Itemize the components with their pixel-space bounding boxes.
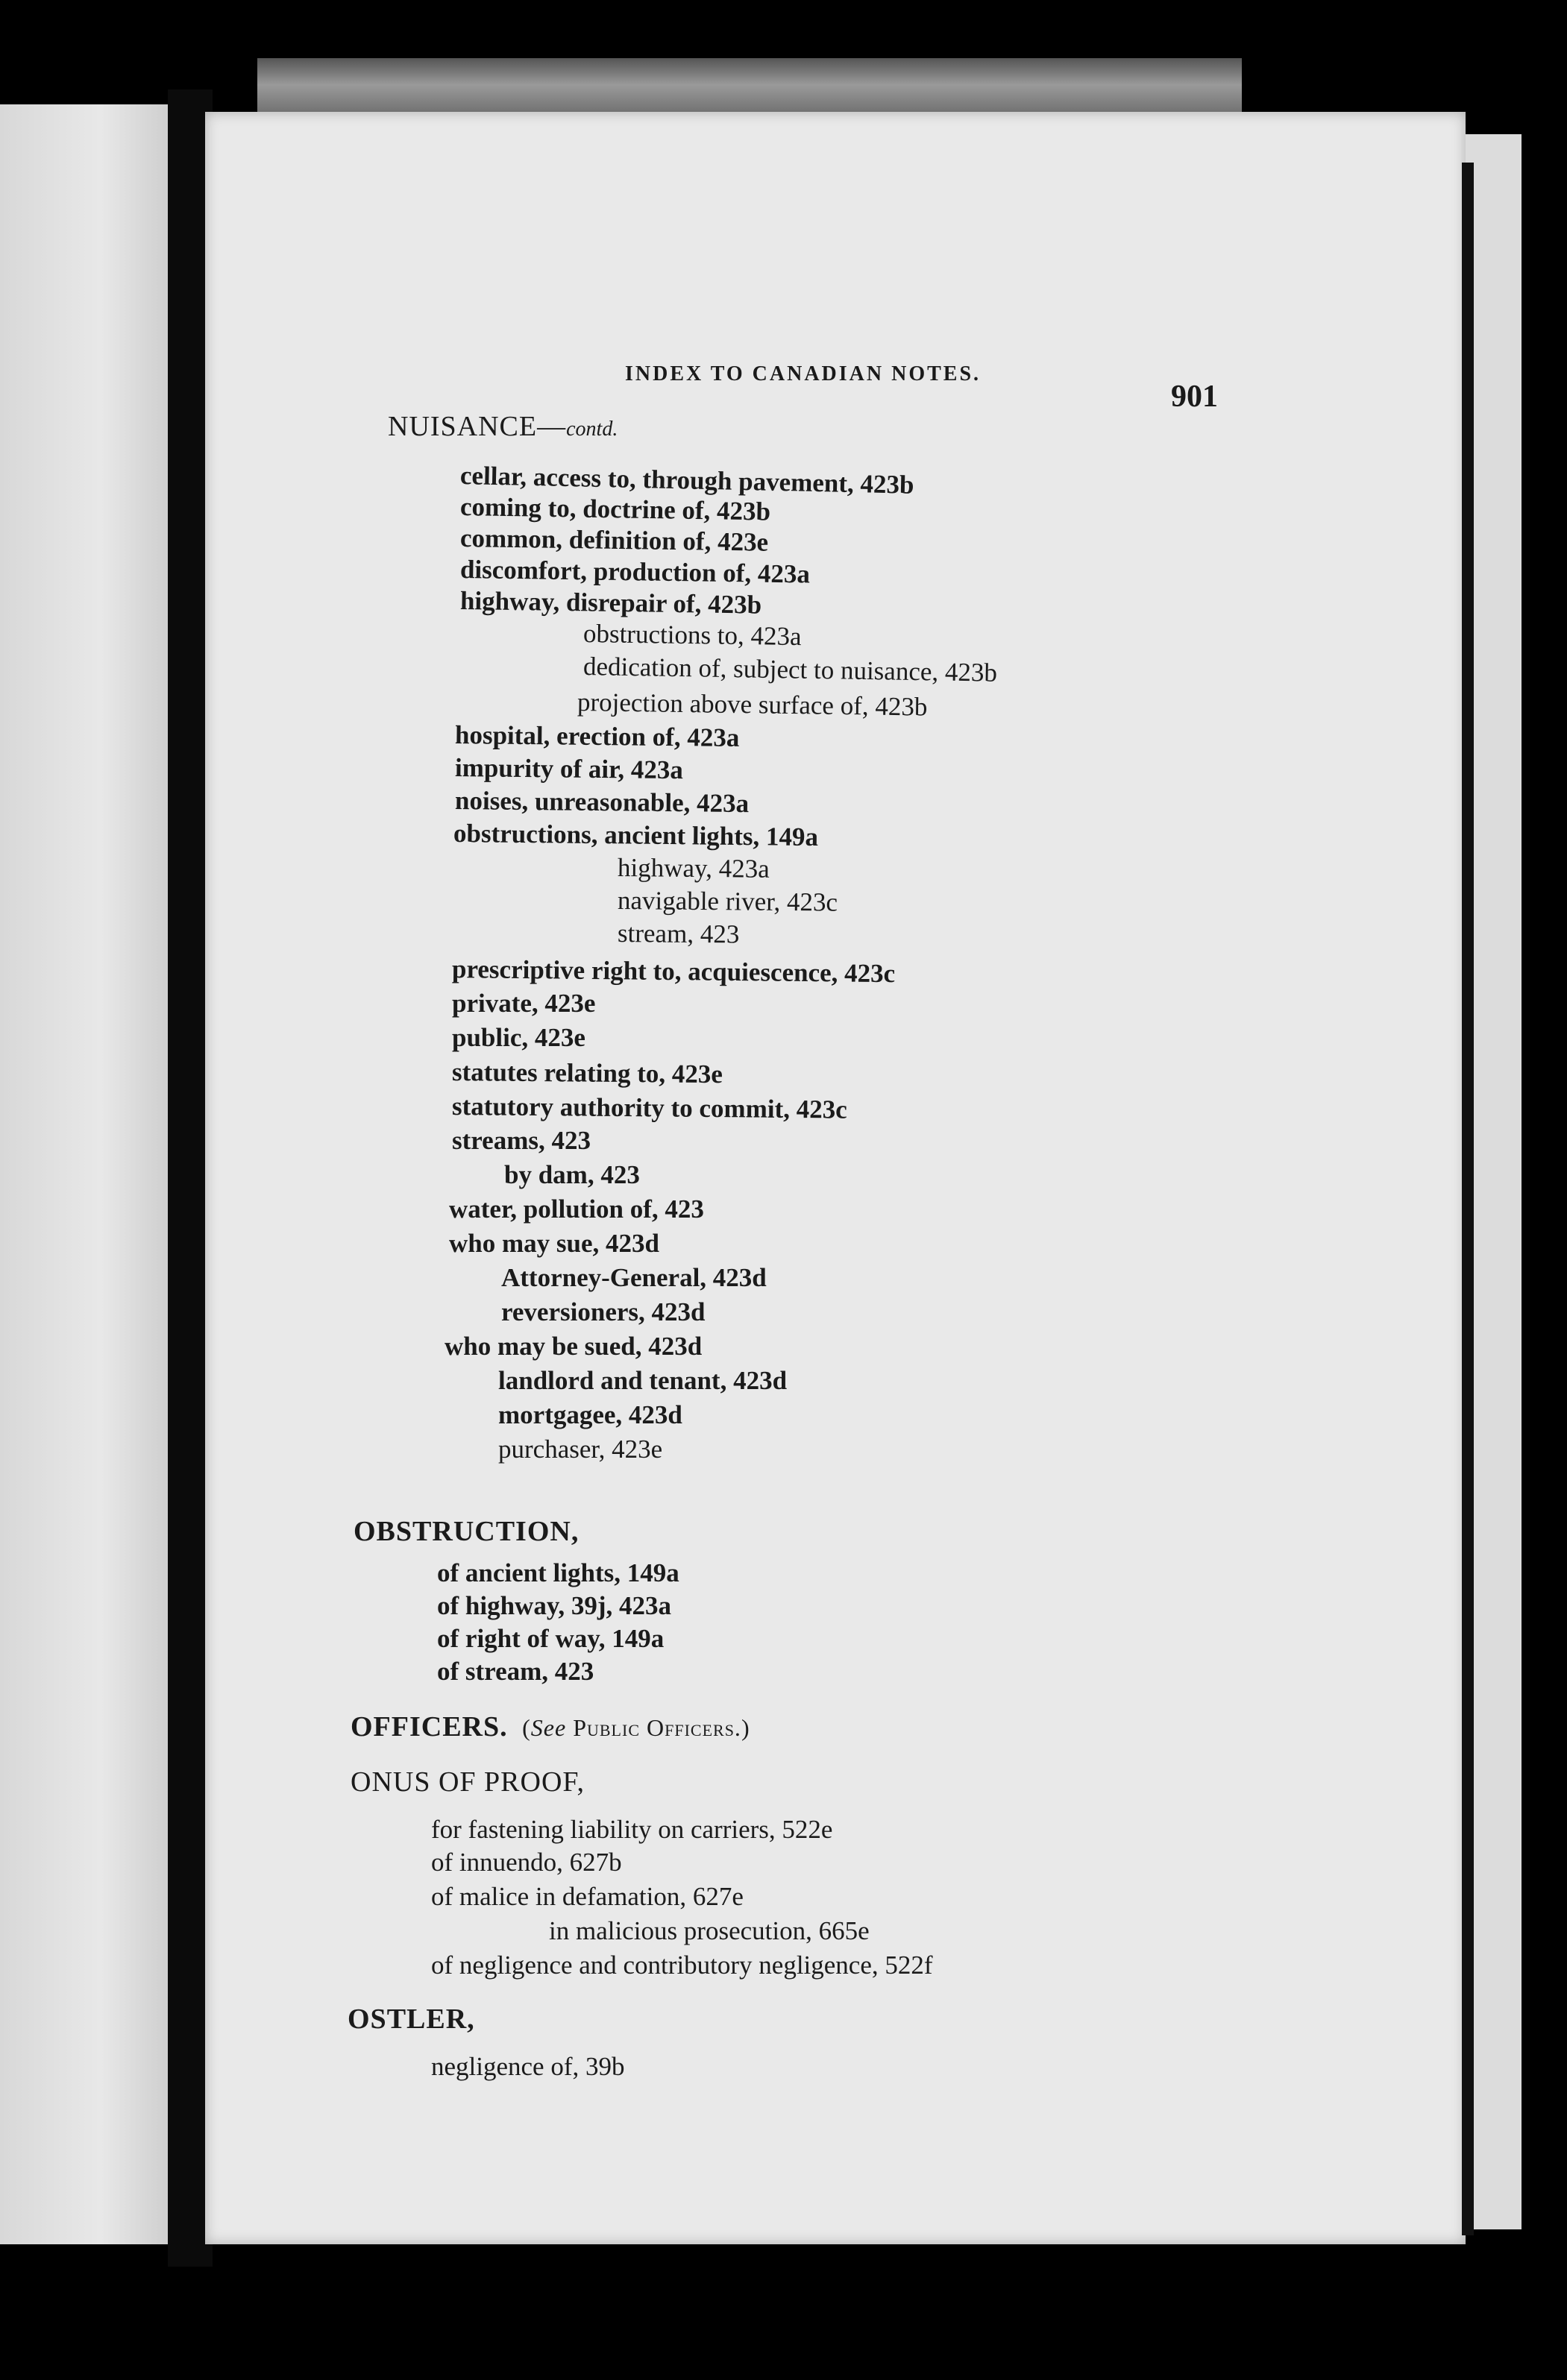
film-edge-strip xyxy=(257,58,1242,118)
index-subsubentry: navigable river, 423c xyxy=(617,886,838,917)
index-subentry: of highway, 39j, 423a xyxy=(437,1591,672,1620)
cross-reference: Public Officers. xyxy=(573,1714,741,1741)
index-subentry: water, pollution of, 423 xyxy=(449,1194,704,1224)
index-subsubentry: Attorney-General, 423d xyxy=(501,1263,767,1292)
index-subentry: streams, 423 xyxy=(452,1126,591,1155)
headword-officers: OFFICERS. (See Public Officers.) xyxy=(351,1711,750,1742)
index-subentry: common, definition of, 423e xyxy=(459,523,769,557)
page-number: 901 xyxy=(1171,380,1218,414)
index-subsubentry: mortgagee, 423d xyxy=(498,1400,682,1429)
headword-ostler: OSTLER, xyxy=(348,2003,475,2035)
index-subentry: impurity of air, 423a xyxy=(454,753,684,785)
headword-onus-of-proof: ONUS OF PROOF, xyxy=(351,1766,585,1798)
index-subsubentry: stream, 423 xyxy=(617,919,740,949)
index-subsubentry: by dam, 423 xyxy=(504,1160,640,1189)
headword-nuisance: NUISANCE—contd. xyxy=(388,411,618,442)
index-subentry: statutory authority to commit, 423c xyxy=(451,1092,847,1124)
index-subentry: of right of way, 149a xyxy=(437,1624,665,1653)
index-subsubentry: dedication of, subject to nuisance, 423b xyxy=(582,652,998,687)
index-subentry: obstructions, ancient lights, 149a xyxy=(453,819,819,852)
page-shadow-edge xyxy=(1462,163,1474,2235)
index-subentry: who may be sued, 423d xyxy=(445,1332,703,1361)
headword-obstruction: OBSTRUCTION, xyxy=(354,1516,580,1547)
index-subentry: who may sue, 423d xyxy=(449,1229,659,1258)
index-subentry: negligence of, 39b xyxy=(431,2052,625,2081)
index-subentry: of innuendo, 627b xyxy=(431,1848,622,1877)
index-subsubentry: landlord and tenant, 423d xyxy=(498,1366,788,1395)
index-subentry: of negligence and contributory negligence, 522f xyxy=(431,1951,933,1980)
index-subentry: of ancient lights, 149a xyxy=(437,1558,679,1587)
facing-page-edge xyxy=(0,104,168,2244)
index-subentry: statutes relating to, 423e xyxy=(451,1057,723,1089)
index-subentry: cellar, access to, through pavement, 423b xyxy=(459,461,914,500)
see-label: See xyxy=(530,1714,567,1741)
index-subentry: coming to, doctrine of, 423b xyxy=(459,492,771,526)
index-subentry: for fastening liability on carriers, 522e xyxy=(431,1815,833,1844)
index-subsubentry: highway, 423a xyxy=(617,853,770,884)
index-subentry: noises, unreasonable, 423a xyxy=(454,786,750,819)
index-subentry: discomfort, production of, 423a xyxy=(459,555,811,589)
index-subentry: of stream, 423 xyxy=(437,1657,594,1686)
index-subentry: public, 423e xyxy=(452,1023,585,1052)
index-subsubentry: projection above surface of, 423b xyxy=(577,687,928,722)
index-subsubentry: purchaser, 423e xyxy=(498,1435,663,1464)
index-subentry: highway, disrepair of, 423b xyxy=(459,586,762,620)
index-subsubentry: in malicious prosecution, 665e xyxy=(549,1916,870,1945)
index-subentry: of malice in defamation, 627e xyxy=(431,1882,744,1911)
index-subsubentry: reversioners, 423d xyxy=(501,1297,706,1326)
running-head: INDEX TO CANADIAN NOTES. xyxy=(625,362,982,385)
index-subsubentry: obstructions to, 423a xyxy=(582,619,802,652)
index-subentry: private, 423e xyxy=(452,989,596,1018)
index-subentry: hospital, erection of, 423a xyxy=(454,720,740,752)
index-subentry: prescriptive right to, acquiescence, 423c xyxy=(451,954,896,989)
contd-label: contd. xyxy=(566,418,618,441)
